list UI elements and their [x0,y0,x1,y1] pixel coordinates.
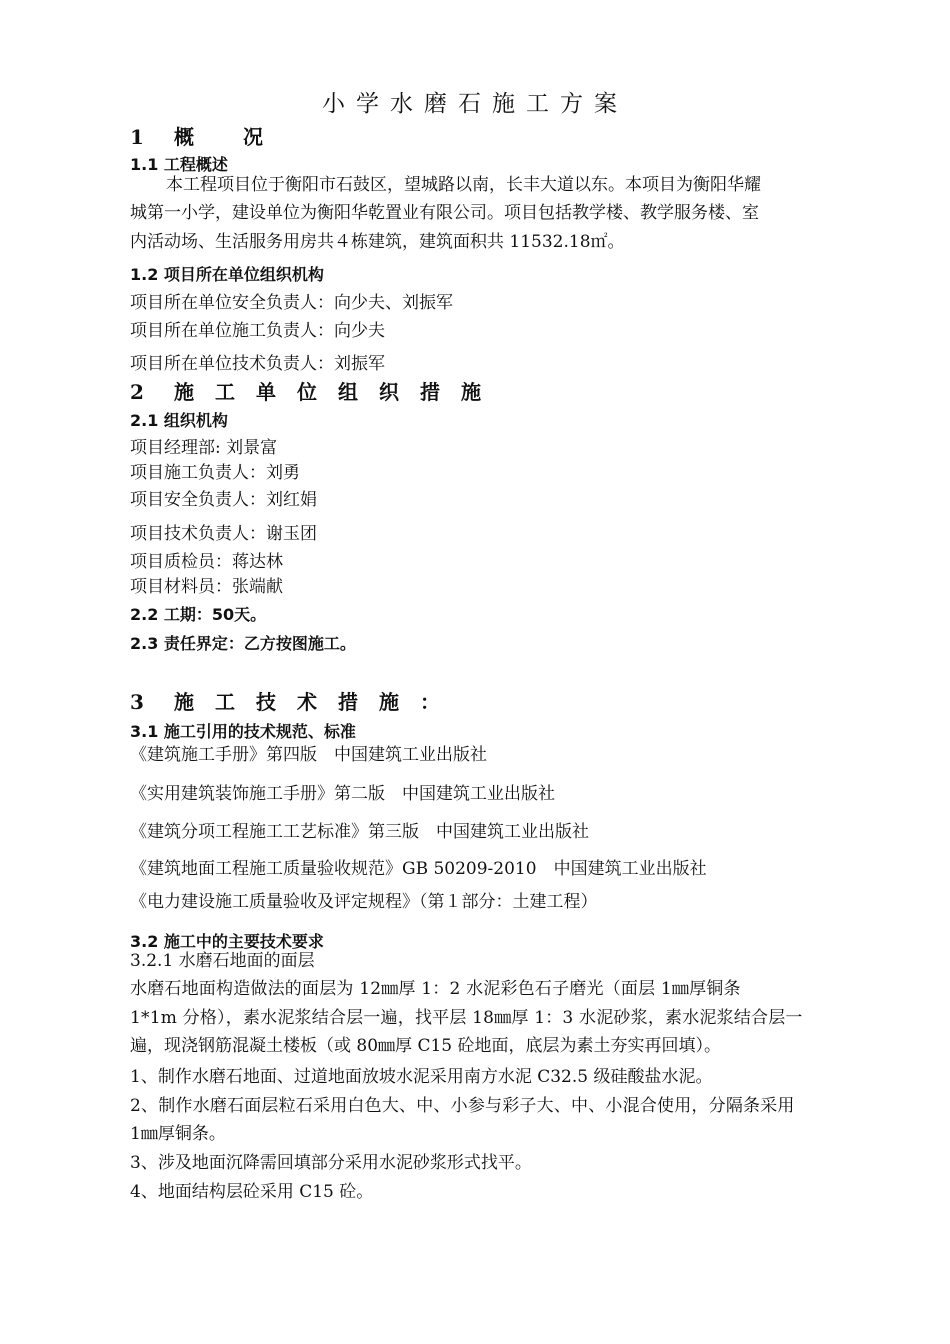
paragraph-line: 水磨石地面构造做法的面层为 12㎜厚 1：2 水泥彩色石子磨光（面层 1㎜厚铜条 [130,979,741,999]
list-item: 1㎜厚铜条。 [130,1124,226,1144]
section-number: 3 [130,690,145,714]
section-title: 施工技术措施： [174,690,461,714]
list-item: 项目材料员：张端献 [130,577,283,597]
reference-item: 《电力建设施工质量验收及评定规程》（第１部分：土建工程） [130,892,598,912]
list-item: 项目施工负责人：刘勇 [130,463,300,483]
subsection-2-3-heading: 2.3 责任界定：乙方按图施工。 [130,634,356,653]
list-item: 1、制作水磨石地面、过道地面放坡水泥采用南方水泥 C32.5 级硅酸盐水泥。 [130,1067,713,1087]
section-title: 概 况 [174,125,284,149]
list-item: 2、制作水磨石面层粒石采用白色大、中、小参与彩子大、中、小混合使用，分隔条采用 [130,1096,795,1116]
section-2-heading [130,379,502,405]
paragraph-line: 1*1m 分格），素水泥浆结合层一遍，找平层 18㎜厚 1：3 水泥砂浆，素水泥浆结合层一 [130,1008,803,1028]
section-title: 施工单位组织措施 [174,380,502,404]
document-title: 小学水磨石施工方案 [322,91,628,117]
section-number: 1 [130,125,145,149]
subsection-1-1-heading: 1.1 工程概述 [130,155,228,174]
list-item: 3、涉及地面沉降需回填部分采用水泥砂浆形式找平。 [130,1153,532,1173]
list-item: 项目所在单位施工负责人：向少夫 [130,321,385,341]
list-item: 项目所在单位技术负责人：刘振军 [130,354,385,374]
subsection-2-1-heading: 2.1 组织机构 [130,411,228,430]
list-item: 项目质检员：蒋达林 [130,552,283,572]
subsection-3-2-1-heading: 3.2.1 水磨石地面的面层 [130,951,315,971]
section-1-heading [130,124,284,150]
list-item: 4、地面结构层砼采用 C15 砼。 [130,1182,374,1202]
reference-item: 《建筑地面工程施工质量验收规范》GB 50209-2010 中国建筑工业出版社 [130,859,707,879]
list-item: 项目经理部: 刘景富 [130,438,278,458]
reference-item: 《实用建筑装饰施工手册》第二版 中国建筑工业出版社 [130,784,555,804]
subsection-1-2-heading: 1.2 项目所在单位组织机构 [130,265,324,284]
reference-item: 《建筑施工手册》第四版 中国建筑工业出版社 [130,745,487,765]
reference-item: 《建筑分项工程施工工艺标准》第三版 中国建筑工业出版社 [130,822,589,842]
paragraph-line: 内活动场、生活服务用房共４栋建筑，建筑面积共 11532.18㎡。 [130,232,625,252]
subsection-3-2-heading: 3.2 施工中的主要技术要求 [130,932,324,951]
paragraph-line: 本工程项目位于衡阳市石鼓区，望城路以南，长丰大道以东。本项目为衡阳华耀 [166,175,761,195]
list-item: 项目安全负责人：刘红娟 [130,490,317,510]
section-number: 2 [130,380,145,404]
section-3-heading [130,689,461,715]
paragraph-line: 遍，现浇钢筋混凝土楼板（或 80㎜厚 C15 砼地面，底层为素土夯实再回填）。 [130,1036,721,1056]
subsection-3-1-heading: 3.1 施工引用的技术规范、标准 [130,722,356,741]
paragraph-line: 城第一小学，建设单位为衡阳华乾置业有限公司。项目包括教学楼、教学服务楼、室 [130,203,759,223]
subsection-2-2-heading: 2.2 工期：50天。 [130,605,267,624]
list-item: 项目所在单位安全负责人：向少夫、刘振军 [130,293,453,313]
list-item: 项目技术负责人：谢玉团 [130,524,317,544]
